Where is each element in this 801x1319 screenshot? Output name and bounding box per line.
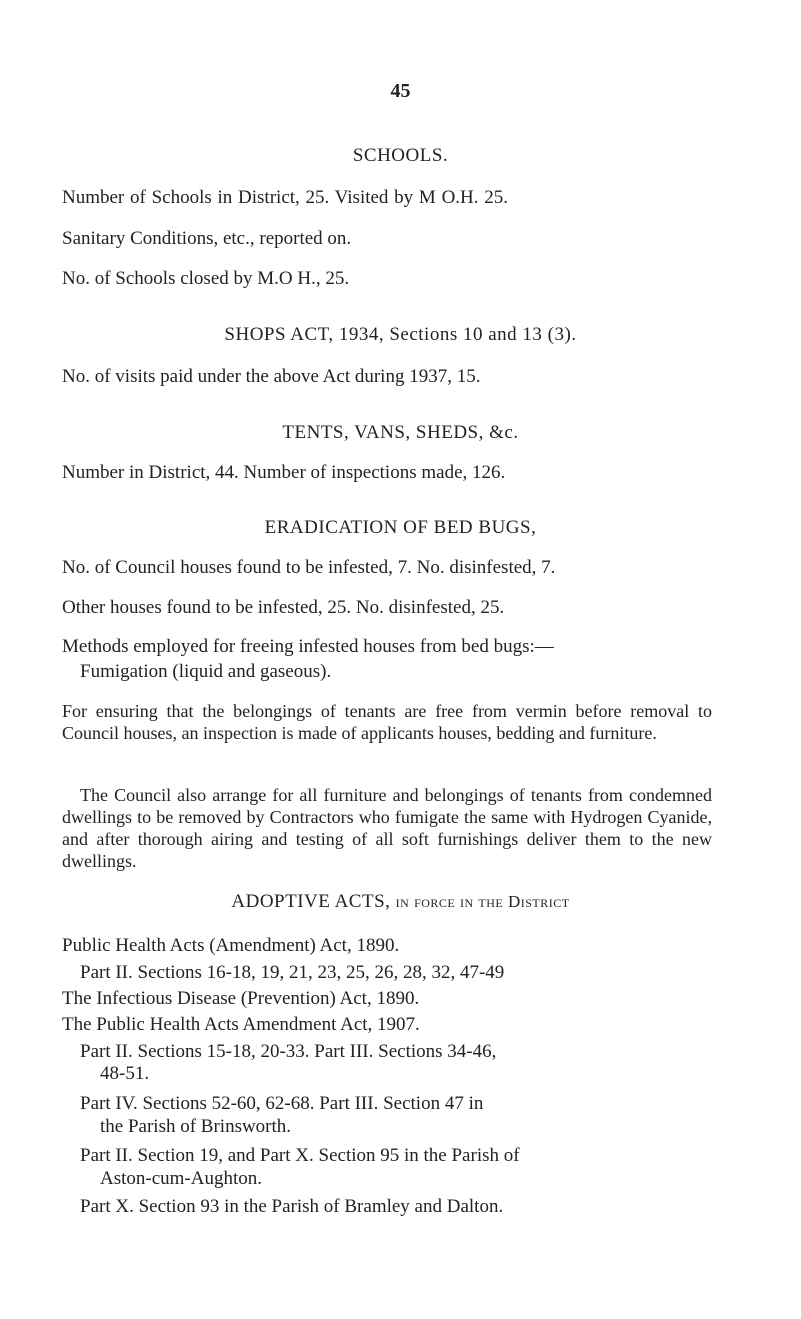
bedbugs-council-line: No. of Council houses found to be infested, 7. No. disinfested, 7.	[62, 557, 556, 578]
schools-count-line: Number of Schools in District, 25. Visited by M O.H. 25.	[62, 187, 509, 208]
adoptive-part-iv-cont: the Parish of Brinsworth.	[100, 1116, 292, 1137]
adoptive-public-health-1890: Public Health Acts (Amendment) Act, 1890.	[62, 935, 400, 956]
adoptive-part-ii-sections: Part II. Sections 16-18, 19, 21, 23, 25, 26, 28, 32, 47-49	[80, 962, 505, 983]
shops-act-heading: SHOPS ACT, 1934, Sections 10 and 13 (3).	[224, 324, 577, 345]
schools-closed-line: No. of Schools closed by M.O H., 25.	[62, 268, 350, 289]
bedbugs-paragraph-council-text: The Council also arrange for all furniture and belongings of tenants from condemned dwellings to be removed by Contractors who fumigate the same with Hydrogen Cyanide, and after thorough airing and testing of all soft furnishings deliver them to the new dwellings.	[62, 785, 712, 871]
adoptive-acts-heading	[0, 891, 801, 913]
bedbugs-paragraph-vermin	[62, 700, 712, 744]
schools-sanitary-line: Sanitary Conditions, etc., reported on.	[62, 228, 352, 249]
bedbugs-other-line: Other houses found to be infested, 25. No. disinfested, 25.	[62, 597, 505, 618]
bedbugs-fumigation-line: Fumigation (liquid and gaseous).	[80, 661, 332, 682]
schools-heading: SCHOOLS.	[352, 145, 449, 166]
tents-count-line: Number in District, 44. Number of inspections made, 126.	[62, 462, 506, 483]
adoptive-public-health-1907: The Public Health Acts Amendment Act, 1907.	[62, 1014, 420, 1035]
bedbugs-paragraph-vermin-text: For ensuring that the belongings of tenants are free from vermin before removal to Council houses, an inspection is made of applicants houses, bedding and furniture.	[62, 701, 712, 743]
page-number: 45	[390, 80, 411, 102]
adoptive-infectious-disease: The Infectious Disease (Prevention) Act, 1890.	[62, 988, 420, 1009]
adoptive-part-ii-iii-cont: 48-51.	[100, 1063, 150, 1084]
shops-visits-line: No. of visits paid under the above Act during 1937, 15.	[62, 366, 481, 387]
adoptive-acts-heading-main: ADOPTIVE ACTS,	[231, 891, 391, 912]
bedbugs-paragraph-council	[62, 784, 712, 872]
adoptive-part-ii-iii-line: Part II. Sections 15-18, 20-33. Part III. Sections 34-46,	[80, 1041, 497, 1062]
adoptive-acts-heading-sub: in force in the District	[395, 892, 570, 911]
tents-heading: TENTS, VANS, SHEDS, &c.	[282, 422, 519, 443]
adoptive-part-ii-x-cont: Aston-cum-Aughton.	[100, 1168, 263, 1189]
bedbugs-heading: ERADICATION OF BED BUGS,	[264, 517, 537, 538]
adoptive-part-iv-line: Part IV. Sections 52-60, 62-68. Part III. Section 47 in	[80, 1093, 484, 1114]
adoptive-part-ii-x-line: Part II. Section 19, and Part X. Section 95 in the Parish of	[80, 1145, 520, 1166]
adoptive-part-x-bramley: Part X. Section 93 in the Parish of Bramley and Dalton.	[80, 1196, 504, 1217]
bedbugs-methods-line: Methods employed for freeing infested houses from bed bugs:—	[62, 636, 554, 657]
